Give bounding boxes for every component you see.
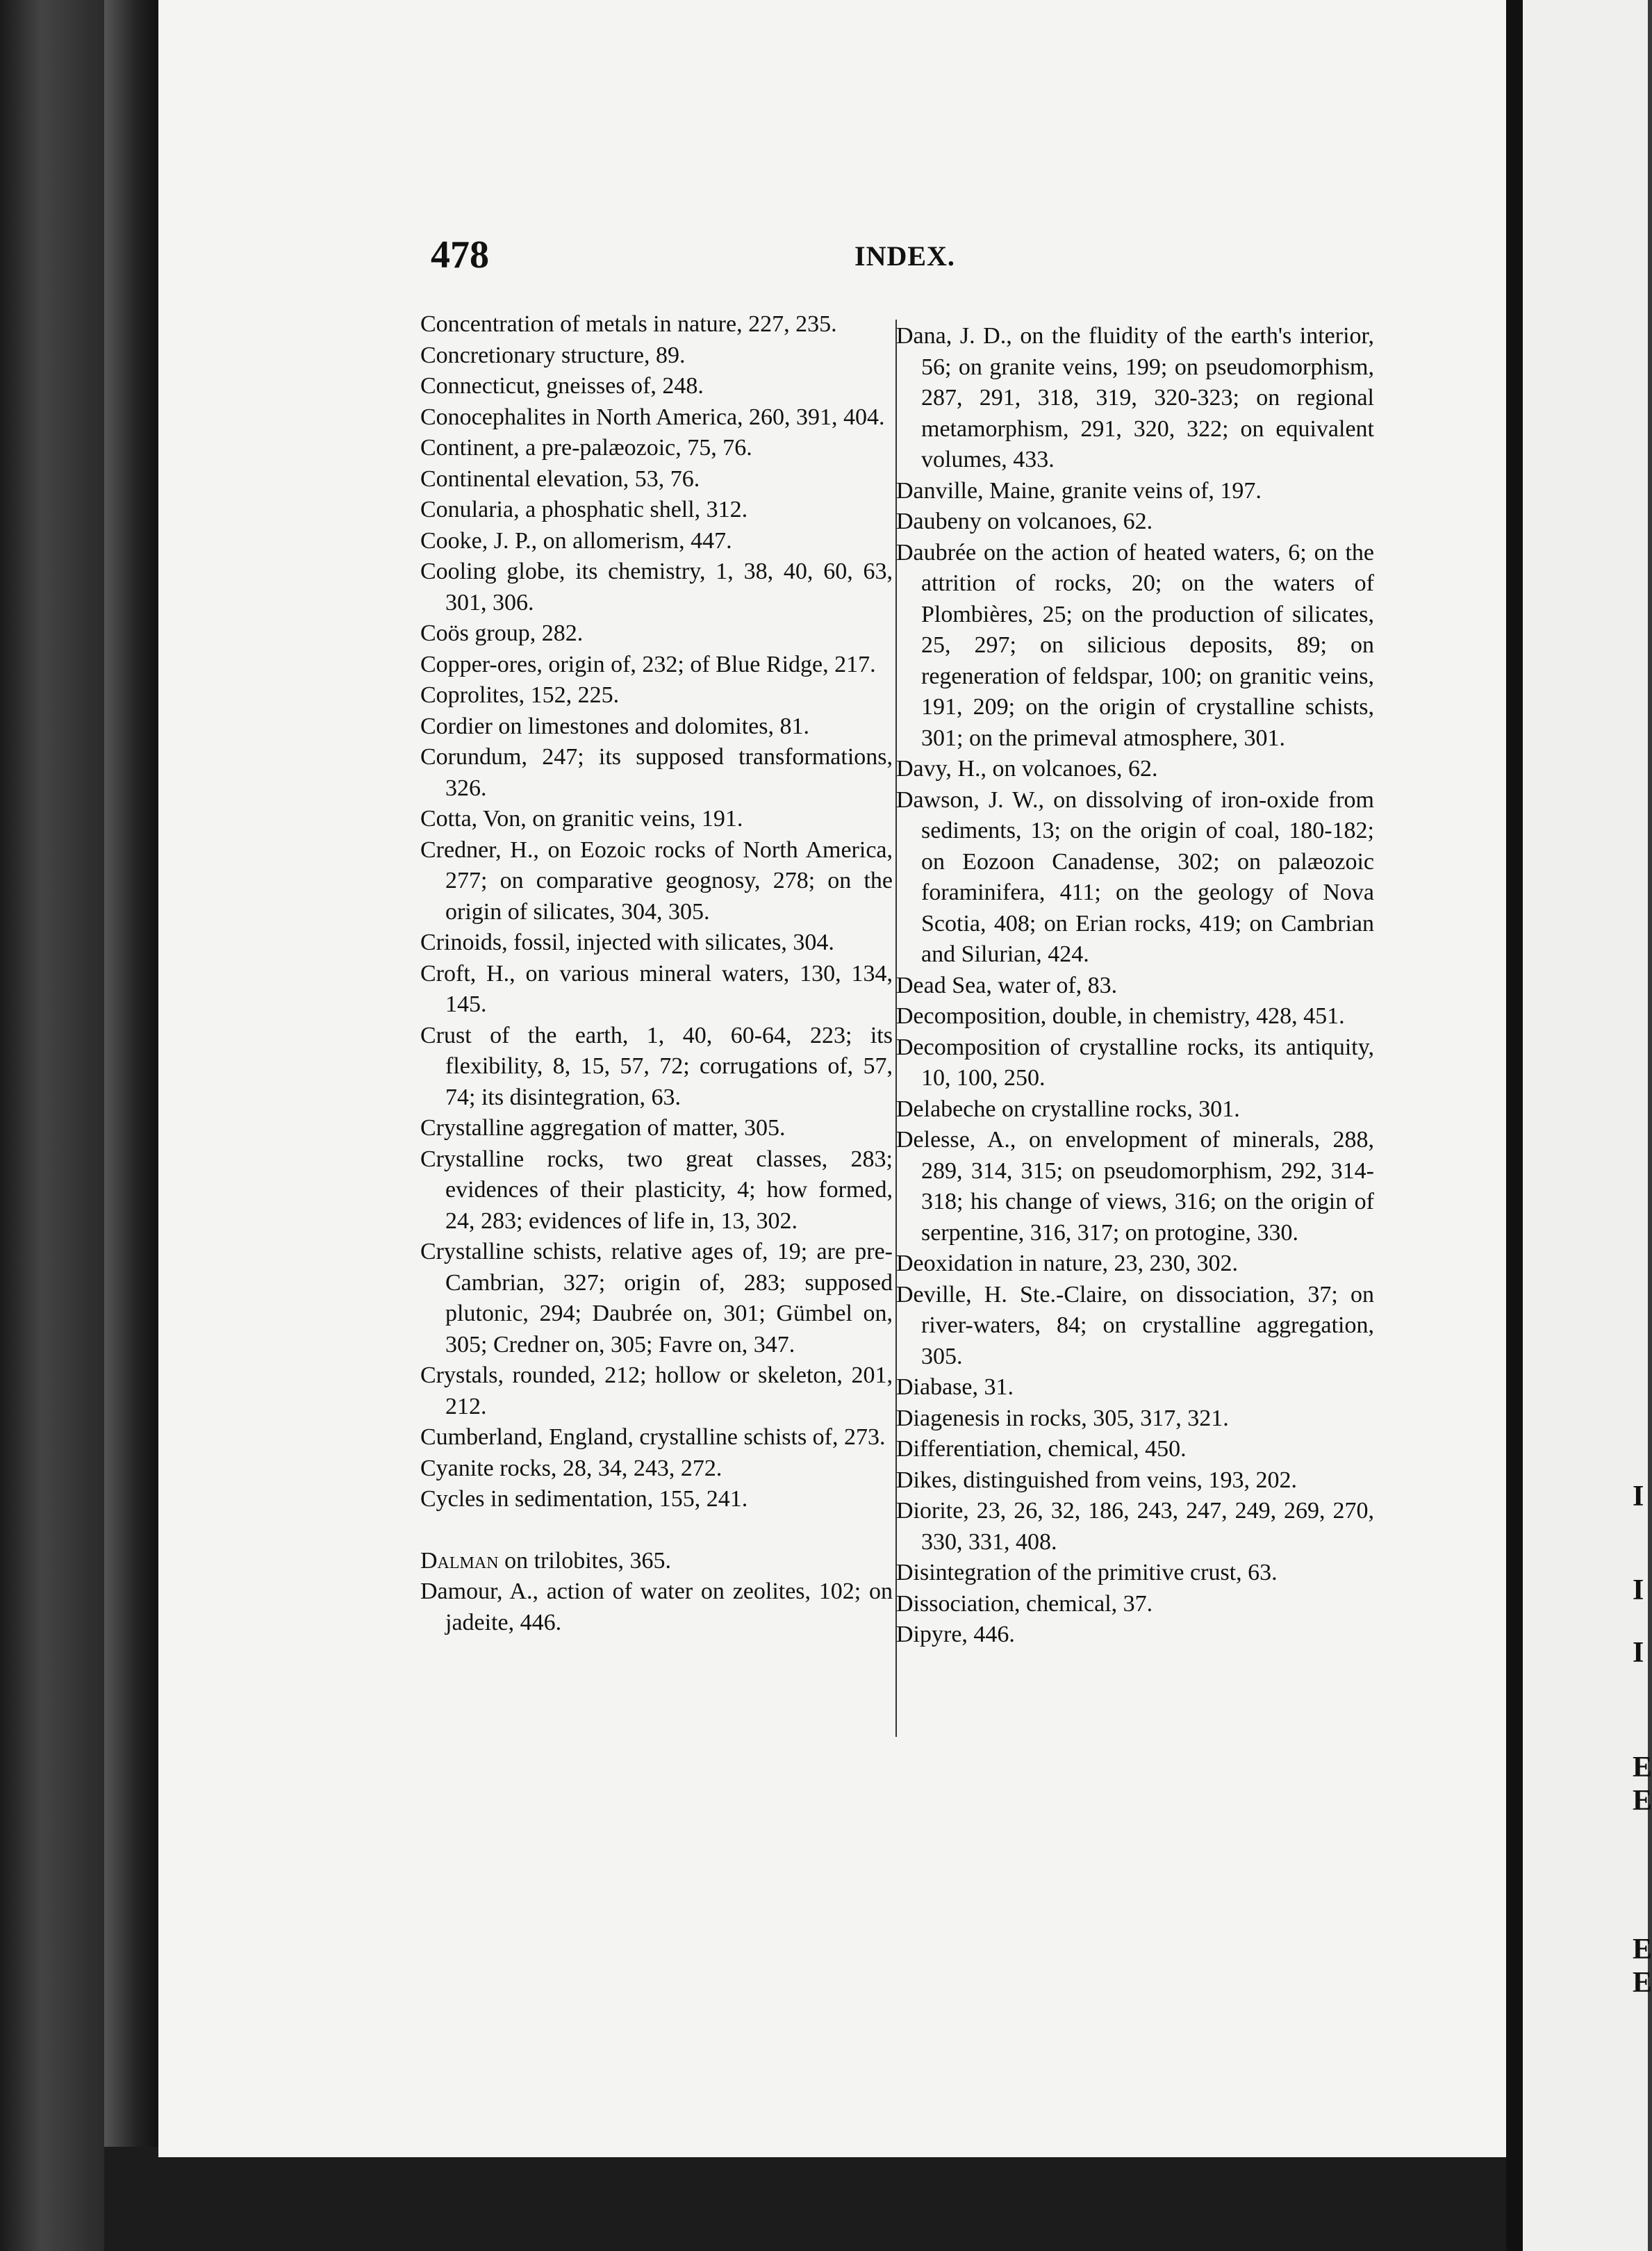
index-entry: Davy, H., on volcanoes, 62. [896,756,1158,782]
index-entry: Concentration of metals in nature, 227, 235. [420,311,837,337]
adjacent-letter: E [1633,1785,1652,1817]
index-entry: Decomposition, double, in chemistry, 428, 451. [896,1003,1345,1029]
adjacent-letter: E [1633,1933,1652,1965]
index-entry: Diorite, 23, 26, 32, 186, 243, 247, 249, 269, 270, 330, 331, 408. [896,1498,1374,1555]
index-entry: Diagenesis in rocks, 305, 317, 321. [896,1405,1229,1431]
index-entry: Danville, Maine, granite veins of, 197. [896,477,1262,504]
index-entry: Crinoids, fossil, injected with silicates, 304. [420,930,834,955]
index-entry: Crystalline schists, relative ages of, 19; are pre-Cambrian, 327; origin of, 283; supposed plutonic, 294; Daubrée on, 301; Gümbel on, 305; Credner on, 305; Favre on, 347. [420,1239,893,1358]
index-entry: Corundum, 247; its supposed transformations, 326. [420,744,893,801]
index-entry: Dead Sea, water of, 83. [896,972,1118,998]
index-entry: Coös group, 282. [420,620,584,646]
index-entry: Delabeche on crystalline rocks, 301. [896,1096,1240,1122]
index-entry: Cooke, J. P., on allomerism, 447. [420,527,732,554]
index-entry: Dana, J. D., on the fluidity of the earth's interior, 56; on granite veins, 199; on pseudomorphism, 287, 291, 318, 319, 320-323; on regional metamorphism, 291, 320, 322; on equivalent volumes, 433. [896,323,1374,472]
index-entry: Crystalline rocks, two great classes, 283; evidences of their plasticity, 4; how formed, 24, 283; evidences of life in, 13, 302. [420,1146,893,1234]
page-divider [1506,0,1523,2251]
index-entry: Differentiation, chemical, 450. [896,1436,1187,1462]
entry-rest: on trilobites, 365. [498,1547,671,1574]
index-entry: Daubrée on the action of heated waters, 6; on the attrition of rocks, 20; on the waters of Plombières, 25; on the production of silicates, 25, 297; on silicious deposits, 89; on regeneration of feldspar, 100; on granitic veins, 191, 209; on the origin of crystalline schists, 301; on the primeval atmosphere, 301. [896,539,1374,751]
right-column [896,321,1374,1651]
index-entry: Decomposition of crystalline rocks, its antiquity, 10, 100, 250. [896,1034,1374,1091]
book-bottom-edge [104,2147,1648,2251]
index-entry: Dissociation, chemical, 37. [896,1590,1153,1617]
index-entry: Continental elevation, 53, 76. [420,465,700,492]
entry-head-smallcaps: Dalman [420,1547,499,1574]
index-entry: Crust of the earth, 1, 40, 60-64, 223; its flexibility, 8, 15, 57, 72; corrugations of, 57, 74; its disintegration, 63. [420,1022,893,1110]
index-entry: Crystalline aggregation of matter, 305. [420,1115,786,1141]
index-entry: Cordier on limestones and dolomites, 81. [420,713,809,739]
index-entry: Dikes, distinguished from veins, 193, 202. [896,1467,1298,1493]
index-entry: Daubeny on volcanoes, 62. [896,509,1153,534]
index-entry: Coprolites, 152, 225. [420,682,620,708]
index-entry: Crystals, rounded, 212; hollow or skeleton, 201, 212. [420,1362,893,1419]
adjacent-letter: E [1633,1751,1652,1783]
index-entry: Deville, H. Ste.-Claire, on dissociation, 37; on river-waters, 84; on crystalline aggregation, 305. [896,1281,1374,1369]
index-entry: Cyanite rocks, 28, 34, 243, 272. [420,1455,722,1481]
index-entry: Damour, A., action of water on zeolites, 102; on jadeite, 446. [420,1578,893,1635]
index-entry: Cotta, Von, on granitic veins, 191. [420,806,743,832]
running-head [431,233,1389,281]
index-entry: Cumberland, England, crystalline schists of, 273. [420,1424,886,1450]
index-entry: Credner, H., on Eozoic rocks of North America, 277; on comparative geognosy, 278; on the origin of silicates, 304, 305. [420,836,893,925]
adjacent-page [1523,0,1648,2251]
index-entry: Deoxidation in nature, 23, 230, 302. [896,1251,1238,1276]
index-entry: Continent, a pre-palæozoic, 75, 76. [420,435,752,461]
index-entry: Croft, H., on various mineral waters, 130, 134, 145. [420,960,893,1017]
adjacent-letter: I [1633,1637,1644,1669]
left-column [420,309,893,1638]
adjacent-letter: I [1633,1574,1644,1606]
index-entry: Concretionary structure, 89. [420,342,686,368]
page-number: 478 [431,233,489,277]
page-title: INDEX. [854,240,955,272]
index-entry [420,1546,893,1577]
index-entry: Connecticut, gneisses of, 248. [420,373,704,399]
page-gutter-shadow [104,0,160,2251]
index-entry: Diabase, 31. [896,1374,1014,1400]
index-entry: Dipyre, 446. [896,1622,1015,1647]
index-entry: Disintegration of the primitive crust, 63. [896,1560,1278,1585]
index-entry: Conocephalites in North America, 260, 391, 404. [420,404,885,430]
adjacent-letter: I [1633,1481,1644,1512]
index-entry: Conularia, a phosphatic shell, 312. [420,497,748,522]
adjacent-page-letters [1633,0,1652,2251]
index-entry: Copper-ores, origin of, 232; of Blue Ridge, 217. [420,651,876,677]
section-gap [420,1515,893,1546]
index-entry: Cooling globe, its chemistry, 1, 38, 40, 60, 63, 301, 306. [420,559,893,616]
book-spine [0,0,104,2251]
adjacent-letter: E [1633,1967,1652,1999]
index-entry: Cycles in sedimentation, 155, 241. [420,1486,748,1512]
index-entry: Delesse, A., on envelopment of minerals, 288, 289, 314, 315; on pseudomorphism, 292, 314-318; his change of views, 316; on the origin of serpentine, 316, 317; on protogine, 330. [896,1127,1374,1246]
index-entry: Dawson, J. W., on dissolving of iron-oxide from sediments, 13; on the origin of coal, 180-182; on Eozoon Canadense, 302; on palæozoic foraminifera, 411; on the geology of Nova Scotia, 408; on Erian rocks, 419; on Cambrian and Silurian, 424. [896,786,1374,967]
